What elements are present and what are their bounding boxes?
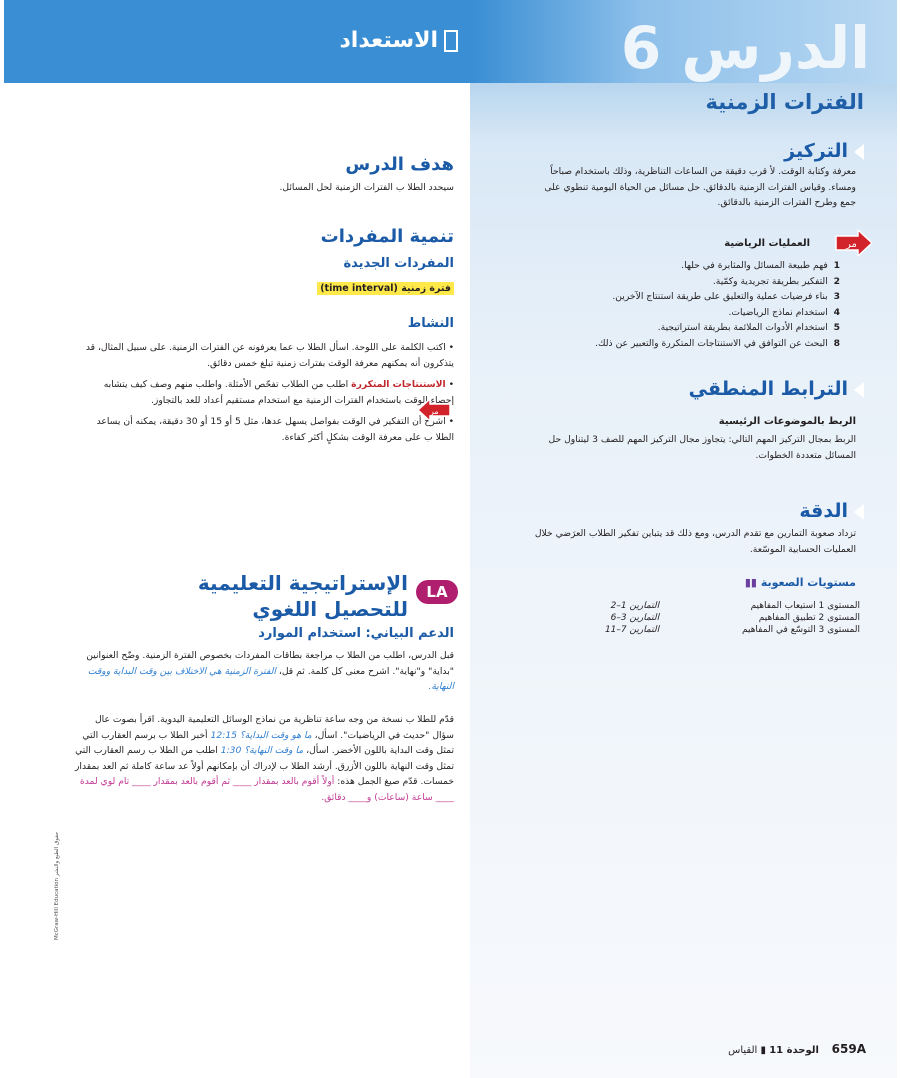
list-item: • اكتب الكلمة على اللوحة. اسأل الطلا ب عما يعرفونه عن الفترات الزمنية. على سبيل المثال، قد يتذكرون أنه يمكنهم معرفة الوقت بفترات زمنية تبلغ خمس دقائق. [85, 342, 454, 369]
page-number: 659A [831, 1042, 866, 1056]
rigor-text: تزداد صعوبة التمارين مع تقدم الدرس، ومع ذلك قد يتباين تفكير الطلاب العرَضي خلال العمليات الحسابية الموسّعة. [534, 528, 856, 555]
lesson-number: الدرس 6 [620, 14, 870, 82]
list-item: • الاستنتاجات المتكررة اطلب من الطلاب تفحّص الأمثلة. واطلب منهم وصف كيف يتشابه إحصاء الوقت باستخدام الفترات الزمنية مع استخدام مستقيم أعداد للعد بالتجاوز. [103, 379, 454, 406]
practice-item: 8 البحث عن التوافق في الاستنتاجات المتكررة والتعبير عن ذلك. [595, 337, 840, 349]
activity-heading: النشاط [407, 316, 454, 331]
vocab-term-row [317, 276, 454, 295]
copyright: McGraw-Hill Education حقوق الطبع والنشر [54, 831, 60, 940]
la-heading: الإستراتيجية التعليمية للتحصيل اللغوي [197, 571, 408, 621]
heading-triangle-icon [854, 382, 864, 398]
practices-title: العمليات الرياضية [724, 238, 810, 249]
focus-text: معرفة وكتابة الوقت. لأ قرب دقيقة من الساعات التناظرية، وذلك باستخدام صباحاً ومساء. وقياس الفترات الزمنية بالدقائق. حل مسائل من الحياة اليومية تنطوي على جمع وطرح الفترات الزمنية بالدقائق. [544, 166, 856, 208]
coherence-sub: الربط بالموضوعات الرئيسية [718, 416, 856, 427]
practice-arrow-icon [418, 399, 452, 421]
coherence-heading: الترابط المنطقي [689, 378, 864, 400]
math-practice-arrow-icon [834, 230, 872, 256]
coherence-text: الربط بمجال التركيز المهم التالي: يتجاوز مجال التركيز المهم للصف 3 ليتناول حل المسائل متعددة الخطوات. [548, 434, 856, 461]
la-paragraph-1: قبل الدرس، اطلب من الطلا ب مراجعة بطاقات المفردات بخصوص الفترة الزمنية. وضّح العنوانين "بداية" و"نهاية". اشرح معنى كل كلمة. ثم قل، الفترة الزمنية هي الاختلاف بين وقت البداية ووقت النهاية. [86, 650, 454, 692]
svg-text:مر: مر [846, 239, 857, 250]
la-sub: الدعم البياني: استخدام الموارد [258, 626, 454, 641]
levels-table [564, 600, 864, 636]
table-row: المستوى 1 استيعاب المفاهيم التمارين 1–2 [610, 601, 860, 611]
section-marker-icon [444, 30, 458, 52]
practice-item: 4 استخدام نماذج الرياضيات. [728, 306, 840, 318]
svg-text:مر: مر [430, 407, 439, 416]
vocab-term: فترة زمنية (time interval) [317, 282, 454, 295]
heading-triangle-icon [854, 144, 864, 160]
table-row: المستوى 2 تطبيق المفاهيم التمارين 3–6 [610, 613, 860, 623]
la-badge: LA [416, 580, 458, 604]
focus-heading: التركيز [784, 140, 864, 162]
vocab-sub: المفردات الجديدة [343, 256, 454, 271]
objective-text: سيحدد الطلا ب الفترات الزمنية لحل المسائل. [279, 182, 454, 193]
la-paragraph-2: قدّم للطلا ب نسخة من وجه ساعة تناظرية من نماذج الوسائل التعليمية اليدوية. اقرأ بصوت عال سؤال "حديث في الرياضيات". اسأل، ما هو وقت البداية؟ 12:15 أخبر الطلا ب برسم العقارب التي تمثل وقت البداية باللون الأخضر. اسأل، ما وقت النهاية؟ 1:30 اطلب من الطلا ب رسم العقارب التي تمثل وقت النهاية باللون الأزرق. أرشد الطلا ب لإدراك أن بإمكانهم أولاً عد ساعة كاملة ثم العد بمقدار خمسات. قدّم صيغ الجمل هذه: أولاً أقوم بالعد بمقدار ____ ثم أقوم بالعد بمقدار ____ تام لوي لمدة ____ ساعة (ساعات) و____ دقائق. [74, 714, 454, 803]
lesson-subtitle: الفترات الزمنية [705, 90, 864, 114]
vocab-heading: تنمية المفردات [320, 226, 454, 247]
table-row: المستوى 3 التوسّع في المفاهيم التمارين 7–11 [604, 625, 860, 635]
rigor-heading: الدقة [799, 500, 864, 522]
section-title: الاستعداد [258, 28, 458, 53]
bars-icon: ▮▮ [744, 576, 757, 589]
practice-item: 2 التفكير بطريقة تجريدية وكمّية. [712, 275, 840, 287]
heading-triangle-icon [854, 504, 864, 520]
unit-separator-icon: ▮ [760, 1045, 766, 1056]
activity-list [84, 340, 454, 445]
practice-item: 3 بناء فرضيات عملية والتعليق على طريقة استنتاج الآخرين. [612, 291, 840, 302]
practice-item: 5 استخدام الأدوات الملائمة بطريقة استراتيجية. [657, 322, 840, 333]
practice-item: 1 فهم طبيعة المسائل والمثابرة في حلها. [681, 260, 840, 271]
practices-list [520, 258, 840, 351]
page-footer: 659A الوحدة 11 ▮ القياس [728, 1042, 866, 1056]
list-item: • اشرح أن التفكير في الوقت بفواصل يسهل عدها، مثل 5 أو 15 أو 30 دقيقة، يمكنه أن يساعد الطلا ب على معرفة الوقت بشكلٍ أكثر كفاءة. [96, 416, 454, 443]
levels-title: مستويات الصعوبة ▮▮ [744, 576, 856, 589]
objective-heading: هدف الدرس [345, 154, 454, 175]
